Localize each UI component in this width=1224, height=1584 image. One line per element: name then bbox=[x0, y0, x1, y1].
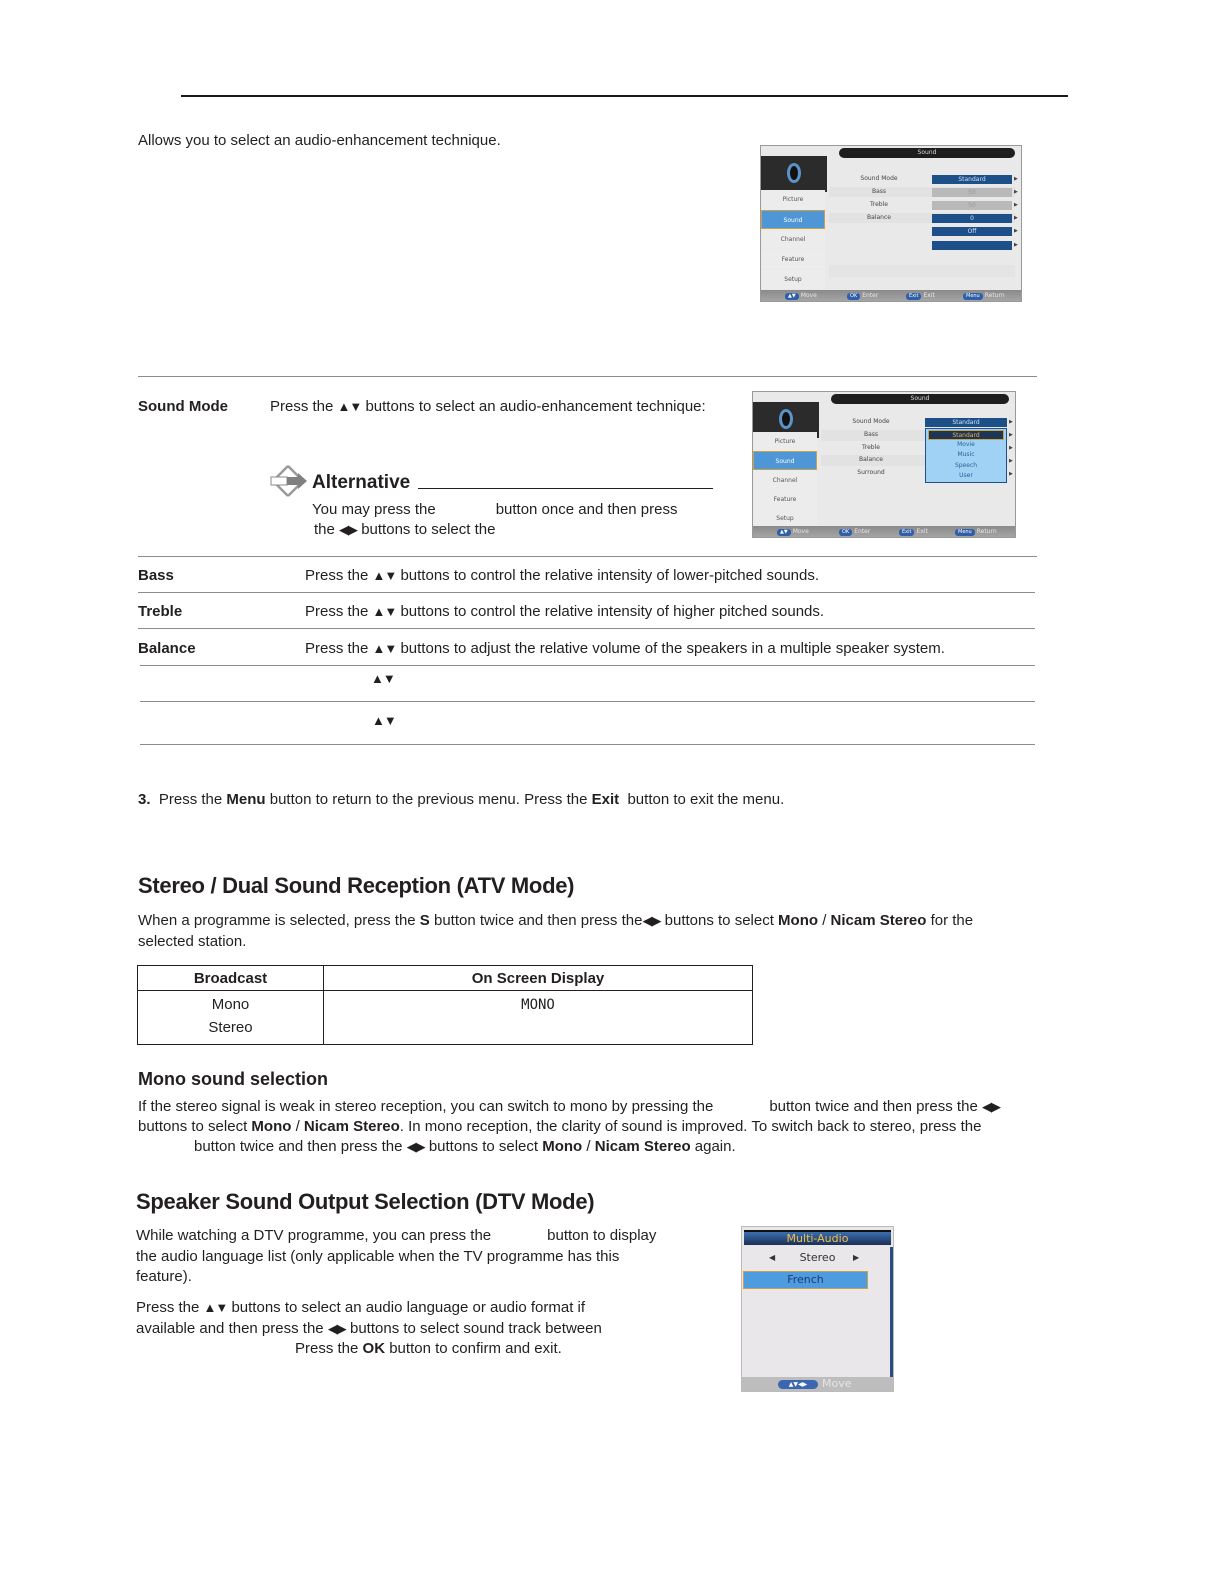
osd-sidebar-setup: Setup bbox=[753, 509, 817, 528]
stereo-paragraph-line-1: When a programme is selected, press the S button twice and then press the◀▶ buttons to select Mono / Nicam Stereo for the bbox=[138, 912, 974, 929]
stereo-heading: Stereo / Dual Sound Reception (ATV Mode) bbox=[138, 873, 575, 898]
alternative-title: Alternative bbox=[312, 472, 411, 493]
left-right-arrows-icon: ◀▶ bbox=[406, 1139, 425, 1154]
osd-dropdown-option: Standard bbox=[928, 430, 1004, 440]
chevron-right-icon: ▶ bbox=[853, 1253, 860, 1262]
table-row bbox=[138, 991, 753, 1019]
chevron-right-icon: ▶ bbox=[1014, 242, 1018, 248]
left-right-arrows-icon: ◀▶ bbox=[981, 1099, 1000, 1114]
osd-sidebar-channel: Channel bbox=[761, 230, 825, 249]
osd-row-value: 0 bbox=[932, 214, 1012, 223]
speaker-heading: Speaker Sound Output Selection (DTV Mode) bbox=[136, 1189, 595, 1214]
setting-label-bass: Bass bbox=[138, 567, 174, 584]
chevron-right-icon: ▶ bbox=[1014, 176, 1018, 182]
osd-audio-track: Stereo bbox=[799, 1251, 836, 1264]
up-down-arrows-icon: ▲▼ bbox=[372, 568, 397, 583]
osd-sound-mode-dropdown-screenshot bbox=[752, 391, 1016, 538]
stereo-paragraph-line-2: selected station. bbox=[138, 933, 247, 950]
osd-dropdown-option: Movie bbox=[957, 441, 975, 448]
table-header-broadcast: Broadcast bbox=[138, 966, 324, 991]
chevron-right-icon: ▶ bbox=[1009, 432, 1013, 438]
speaker-p1-line-3: feature). bbox=[136, 1268, 192, 1285]
speaker-icon bbox=[787, 163, 801, 183]
speaker-p2-line-3: Press the OK button to confirm and exit. bbox=[295, 1340, 562, 1357]
osd-title: Sound bbox=[839, 148, 1015, 158]
speaker-icon bbox=[779, 409, 793, 429]
chevron-right-icon: ▶ bbox=[1014, 202, 1018, 208]
row-rule bbox=[140, 744, 1035, 745]
osd-sound-menu-screenshot bbox=[760, 145, 1022, 302]
chevron-right-icon: ▶ bbox=[1009, 445, 1013, 451]
chevron-left-icon: ◀ bbox=[769, 1253, 776, 1262]
row-rule bbox=[140, 665, 1035, 666]
left-right-arrows-icon: ◀▶ bbox=[327, 1321, 346, 1336]
alternative-line-1: You may press the button once and then press bbox=[312, 501, 678, 518]
table-row bbox=[138, 1019, 753, 1045]
row-rule bbox=[138, 592, 1035, 593]
up-down-arrows-icon: ▲▼ bbox=[372, 713, 396, 728]
mono-heading: Mono sound selection bbox=[138, 1069, 329, 1089]
table-cell: Stereo bbox=[138, 1019, 324, 1045]
osd-dropdown-option: Music bbox=[957, 451, 975, 458]
osd-sidebar-channel: Channel bbox=[753, 471, 817, 490]
speaker-p1-line-2: the audio language list (only applicable when the TV programme has this bbox=[136, 1248, 620, 1265]
up-down-arrows-icon: ▲▼ bbox=[372, 641, 397, 656]
chevron-right-icon: ▶ bbox=[1014, 189, 1018, 195]
chevron-right-icon: ▶ bbox=[1009, 458, 1013, 464]
osd-row-value: Standard bbox=[932, 175, 1012, 184]
table-cell: Mono bbox=[138, 991, 324, 1019]
osd-row-label: Surround bbox=[857, 469, 885, 476]
osd-row-label: Bass bbox=[871, 188, 887, 195]
osd-footer: ▲▼ Move OK Enter Exit Exit Menu Return bbox=[753, 526, 1015, 537]
mono-paragraph-line-3: button twice and then press the ◀▶ buttons to select Mono / Nicam Stereo again. bbox=[194, 1138, 736, 1155]
osd-dropdown-option: Speech bbox=[954, 462, 978, 469]
setting-desc-bass: Press the ▲▼ buttons to control the relative intensity of lower-pitched sounds. bbox=[305, 567, 820, 584]
osd-multi-audio-screenshot bbox=[741, 1226, 894, 1392]
osd-sidebar-picture: Picture bbox=[753, 432, 817, 451]
osd-title: Sound bbox=[831, 394, 1009, 404]
header-rule bbox=[181, 95, 1068, 97]
osd-sidebar-feature: Feature bbox=[761, 250, 825, 269]
broadcast-table bbox=[137, 965, 753, 1045]
table-cell bbox=[324, 1019, 753, 1045]
left-right-arrows-icon: ◀▶ bbox=[339, 522, 358, 537]
alternative-line-2: the ◀▶ buttons to select the bbox=[314, 521, 496, 538]
osd-row-value bbox=[932, 241, 1012, 250]
osd-sidebar-picture: Picture bbox=[761, 190, 825, 209]
osd-audio-language-selected: French bbox=[743, 1271, 868, 1289]
osd-row-label: Balance bbox=[859, 456, 883, 463]
osd-sidebar-feature: Feature bbox=[753, 490, 817, 509]
osd-row-label: Bass bbox=[863, 431, 879, 438]
chevron-right-icon: ▶ bbox=[1014, 228, 1018, 234]
osd-current-value: Standard bbox=[925, 418, 1007, 427]
mono-paragraph-line-1: If the stereo signal is weak in stereo reception, you can switch to mono by pressing the button twice and then press the ◀▶ bbox=[138, 1098, 1000, 1115]
speaker-p2-line-2: available and then press the ◀▶ buttons to select sound track between bbox=[136, 1320, 602, 1337]
osd-row-label: Treble bbox=[862, 444, 880, 451]
setting-label-sound-mode: Sound Mode bbox=[138, 398, 228, 415]
osd-row-label: Sound Mode bbox=[860, 175, 898, 182]
alternative-icon bbox=[269, 464, 309, 500]
row-rule bbox=[140, 701, 1035, 702]
osd-dropdown-list bbox=[925, 428, 1007, 483]
osd-footer: ▲▼◀▶ Move bbox=[742, 1377, 893, 1391]
chevron-right-icon: ▶ bbox=[1009, 471, 1013, 477]
osd-sidebar-sound: Sound bbox=[753, 451, 817, 470]
speaker-p1-line-1: While watching a DTV programme, you can press the button to display bbox=[136, 1227, 657, 1244]
table-cell: MONO bbox=[324, 991, 753, 1019]
step-3-instruction: 3. Press the Menu button to return to the previous menu. Press the Exit button to exit the menu. bbox=[138, 791, 785, 808]
table-header-osd: On Screen Display bbox=[324, 966, 753, 991]
alternative-rule bbox=[418, 488, 713, 489]
osd-multi-audio-title: Multi-Audio bbox=[744, 1230, 891, 1245]
up-down-arrows-icon: ▲▼ bbox=[371, 671, 395, 686]
up-down-arrows-icon: ▲▼ bbox=[203, 1300, 228, 1315]
osd-row-label: Sound Mode bbox=[852, 418, 890, 425]
intro-text: Allows you to select an audio-enhancement technique. bbox=[138, 132, 501, 149]
osd-sidebar-setup: Setup bbox=[761, 270, 825, 289]
row-rule bbox=[138, 556, 1037, 557]
chevron-right-icon: ▶ bbox=[1014, 215, 1018, 221]
speaker-p2-line-1: Press the ▲▼ buttons to select an audio language or audio format if bbox=[136, 1299, 586, 1316]
setting-label-treble: Treble bbox=[138, 603, 183, 620]
osd-row-label: Treble bbox=[870, 201, 888, 208]
osd-row-value: 50 bbox=[932, 201, 1012, 210]
osd-row-label: Balance bbox=[867, 214, 891, 221]
row-rule bbox=[138, 628, 1035, 629]
mono-paragraph-line-2: buttons to select Mono / Nicam Stereo. In mono reception, the clarity of sound is improved. To switch back to stereo, press the bbox=[138, 1118, 982, 1135]
osd-dropdown-option: User bbox=[959, 472, 973, 479]
setting-desc-balance: Press the ▲▼ buttons to adjust the relative volume of the speakers in a multiple speaker system. bbox=[305, 640, 945, 657]
osd-logo bbox=[761, 156, 827, 192]
chevron-right-icon: ▶ bbox=[1009, 419, 1013, 425]
setting-desc-sound-mode: Press the ▲▼ buttons to select an audio-enhancement technique: bbox=[270, 398, 706, 415]
up-down-arrows-icon: ▲▼ bbox=[372, 604, 397, 619]
left-right-arrows-icon: ◀▶ bbox=[642, 913, 661, 928]
setting-label-balance: Balance bbox=[138, 640, 196, 657]
osd-sidebar-sound: Sound bbox=[761, 210, 825, 229]
up-down-arrows-icon: ▲▼ bbox=[337, 399, 362, 414]
osd-row-value: 50 bbox=[932, 188, 1012, 197]
osd-row-value: Off bbox=[932, 227, 1012, 236]
section-rule bbox=[138, 376, 1037, 377]
setting-desc-treble: Press the ▲▼ buttons to control the relative intensity of higher pitched sounds. bbox=[305, 603, 825, 620]
osd-footer: ▲▼ Move OK Enter Exit Exit Menu Return bbox=[761, 290, 1021, 301]
